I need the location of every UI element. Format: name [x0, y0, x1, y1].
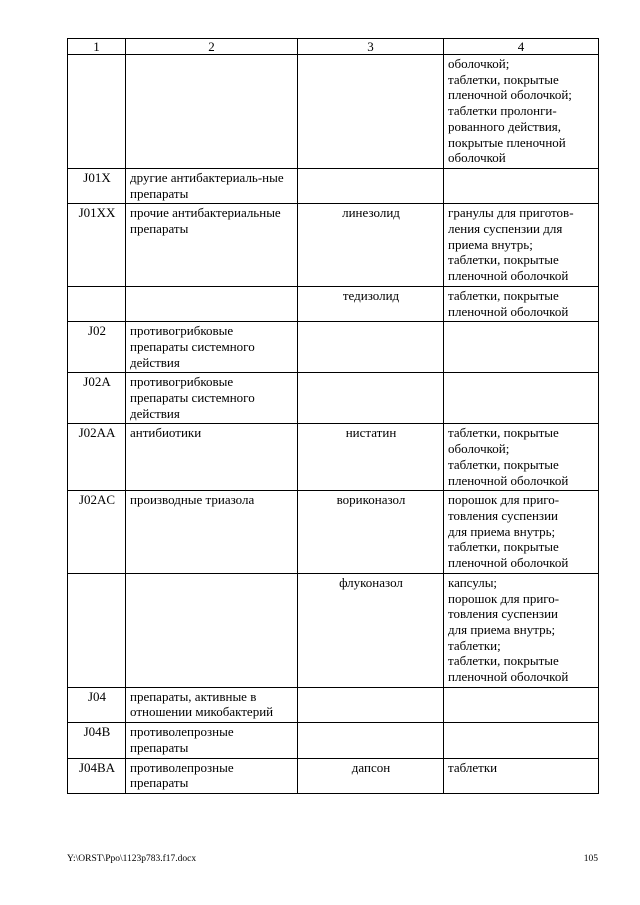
- dosage-form-cell: [444, 758, 599, 793]
- inn-cell: [298, 322, 444, 373]
- dosage-form-line: пленочной оболочкой: [448, 268, 569, 284]
- anatomical-group-cell: прочие антибактериальные препараты: [126, 204, 298, 287]
- inn-cell: линезолид: [298, 204, 444, 287]
- dosage-form-line: пленочной оболочкой: [448, 303, 569, 319]
- atc-code-cell: J04: [68, 687, 126, 722]
- footer-file-path: Y:\ORST\Ppo\1123p783.f17.docx: [67, 854, 197, 864]
- atc-code-cell: J02: [68, 322, 126, 373]
- table-row: [68, 55, 599, 169]
- dosage-form-cell: [444, 723, 599, 758]
- atc-code-cell: J01XX: [68, 204, 126, 287]
- table-row: [68, 491, 599, 574]
- anatomical-group-cell: [126, 573, 298, 687]
- dosage-form-cell: [444, 322, 599, 373]
- atc-code-cell: [68, 573, 126, 687]
- anatomical-group-cell: противогрибковые препараты системного действия: [126, 373, 298, 424]
- dosage-form-line: покрытые пленочной: [448, 134, 566, 150]
- atc-code-cell: J02A: [68, 373, 126, 424]
- dosage-form-line: пленочной оболочкой: [448, 555, 569, 571]
- inn-cell: [298, 55, 444, 169]
- drug-table: [67, 38, 599, 794]
- dosage-form-cell: [444, 55, 599, 169]
- column-header-1: 1: [68, 39, 126, 55]
- dosage-form-line: приема внутрь;: [448, 236, 533, 252]
- inn-cell: тедизолид: [298, 286, 444, 321]
- anatomical-group-cell: противолепрозные препараты: [126, 723, 298, 758]
- atc-code-cell: J02AC: [68, 491, 126, 574]
- table-row: [68, 687, 599, 722]
- dosage-form-line: оболочкой;: [448, 441, 510, 457]
- atc-code-cell: J02AA: [68, 424, 126, 491]
- dosage-form-line: оболочкой: [448, 150, 506, 166]
- dosage-form-line: пленочной оболочкой;: [448, 87, 572, 103]
- inn-cell: [298, 687, 444, 722]
- dosage-form-line: таблетки;: [448, 637, 501, 653]
- inn-cell: дапсон: [298, 758, 444, 793]
- anatomical-group-cell: противогрибковые препараты системного действия: [126, 322, 298, 373]
- dosage-form-line: гранулы для приготов-: [448, 205, 574, 221]
- footer-page-number: 105: [583, 854, 598, 864]
- dosage-form-line: ления суспензии для: [448, 221, 563, 237]
- dosage-form-line: таблетки, покрытые: [448, 71, 559, 87]
- inn-cell: флуконазол: [298, 573, 444, 687]
- table-row: [68, 723, 599, 758]
- dosage-form-line: оболочкой;: [448, 56, 510, 71]
- table-row: [68, 204, 599, 287]
- dosage-form-line: таблетки: [448, 759, 498, 775]
- dosage-form-line: таблетки, покрытые: [448, 539, 559, 555]
- anatomical-group-cell: противолепрозные препараты: [126, 758, 298, 793]
- dosage-form-cell: [444, 168, 599, 203]
- dosage-form-line: пленочной оболочкой: [448, 472, 569, 488]
- dosage-form-line: товления суспензии: [448, 507, 558, 523]
- dosage-form-cell: [444, 687, 599, 722]
- anatomical-group-cell: антибиотики: [126, 424, 298, 491]
- dosage-form-cell: [444, 424, 599, 491]
- dosage-form-line: таблетки, покрытые: [448, 653, 559, 669]
- column-header-2: 2: [126, 39, 298, 55]
- atc-code-cell: [68, 286, 126, 321]
- table-row: [68, 168, 599, 203]
- dosage-form-line: для приема внутрь;: [448, 523, 556, 539]
- anatomical-group-cell: производные триазола: [126, 491, 298, 574]
- dosage-form-line: порошок для приго-: [448, 590, 560, 606]
- dosage-form-line: таблетки, покрытые: [448, 252, 559, 268]
- table-row: [68, 424, 599, 491]
- anatomical-group-cell: другие антибактериаль-ные препараты: [126, 168, 298, 203]
- table-body: [68, 55, 599, 794]
- dosage-form-line: порошок для приго-: [448, 492, 560, 508]
- atc-code-cell: J01X: [68, 168, 126, 203]
- table-row: [68, 373, 599, 424]
- dosage-form-line: таблетки, покрытые: [448, 425, 559, 441]
- table-row: [68, 573, 599, 687]
- dosage-form-cell: [444, 204, 599, 287]
- anatomical-group-cell: препараты, активные в отношении микобактерий: [126, 687, 298, 722]
- atc-code-cell: J04BA: [68, 758, 126, 793]
- dosage-form-line: для приема внутрь;: [448, 621, 556, 637]
- dosage-form-line: рованного действия,: [448, 118, 562, 134]
- dosage-form-line: таблетки, покрытые: [448, 287, 559, 303]
- anatomical-group-cell: [126, 286, 298, 321]
- dosage-form-line: пленочной оболочкой: [448, 669, 569, 685]
- inn-cell: нистатин: [298, 424, 444, 491]
- dosage-form-cell: [444, 373, 599, 424]
- anatomical-group-cell: [126, 55, 298, 169]
- table-row: [68, 286, 599, 321]
- header-row: [68, 39, 599, 55]
- dosage-form-cell: [444, 491, 599, 574]
- atc-code-cell: J04B: [68, 723, 126, 758]
- dosage-form-cell: [444, 573, 599, 687]
- column-header-3: 3: [298, 39, 444, 55]
- column-header-4: 4: [444, 39, 599, 55]
- dosage-form-line: товления суспензии: [448, 606, 558, 622]
- table-row: [68, 758, 599, 793]
- inn-cell: [298, 168, 444, 203]
- inn-cell: [298, 723, 444, 758]
- dosage-form-cell: [444, 286, 599, 321]
- dosage-form-line: таблетки пролонги-: [448, 103, 557, 119]
- table-row: [68, 322, 599, 373]
- dosage-form-line: капсулы;: [448, 574, 498, 590]
- inn-cell: вориконазол: [298, 491, 444, 574]
- atc-code-cell: [68, 55, 126, 169]
- inn-cell: [298, 373, 444, 424]
- dosage-form-line: таблетки, покрытые: [448, 456, 559, 472]
